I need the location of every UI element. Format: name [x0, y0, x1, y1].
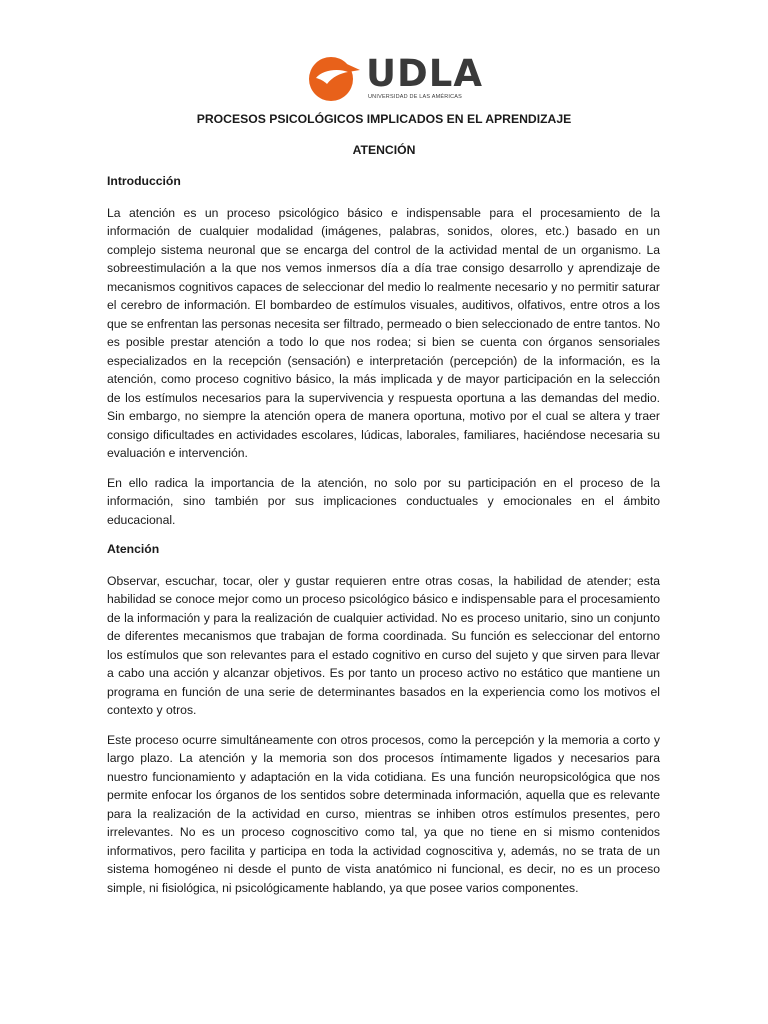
document-title: PROCESOS PSICOLÓGICOS IMPLICADOS EN EL APRENDIZAJE [196, 112, 572, 126]
paragraph: Observar, escuchar, tocar, oler y gustar requieren entre otras cosas, la habilidad de atender; esta habilidad se conoce mejor como un proceso psicológico básico e indispensable para el procesamiento de la información y para la realización de cualquier actividad. No es proceso unitario, sino un conjunto de diferentes mecanismos que trabajan de forma coordinada. Su función es seleccionar del entorno los estímulos que son relevantes para el estado cognitivo en curso del sujeto y que sirven para llevar a cabo una acción y alcanzar objetivos. Es por tanto un proceso activo no estático que mantiene un programa en función de una serie de determinantes basados en la experiencia como los motivos el contexto y otros. [107, 573, 660, 717]
paragraph: En ello radica la importancia de la atención, no solo por su participación en el proceso de la información, sino también por sus implicaciones conductuales y emocionales en el ámbito educacional. [107, 475, 660, 527]
paragraph: Este proceso ocurre simultáneamente con otros procesos, como la percepción y la memoria a corto y largo plazo. La atención y la memoria son dos procesos íntimamente ligados y necesarios para nuestro funcionamiento y adaptación en la vida cotidiana. Es una función neuropsicológica que nos permite enfocar los órganos de los sentidos sobre determinada información, aquella que es relevante para la realización de la actividad en curso, mientras se inhiben otros estímulos presentes, pero irrelevantes. No es un proceso cognoscitivo como tal, ya que no tiene en si mismo contenidos informativos, pero facilita y participa en toda la actividad cognoscitiva y, además, no se trata de un sistema homogéneo ni desde el punto de vista anatómico ni funcional, es decir, no es un proceso simple, ni fisiológica, ni psicológicamente hablando, ya que posee varios componentes. [107, 732, 660, 895]
document-subtitle: ATENCIÓN [352, 143, 416, 157]
paragraph: La atención es un proceso psicológico básico e indispensable para el procesamiento de la información de cualquier modalidad (imágenes, palabras, sonidos, olores, etc.) basado en un complejo sistema neuronal que se encarga del control de la actividad mental de un organismo. La sobreestimulación a la que nos vemos inmersos día a día trae consigo desarrollo y aprendizaje de mecanismos cognitivos capaces de seleccionar del medio lo realmente necesario y no permitir saturar el cerebro de información. El bombardeo de estímulos visuales, auditivos, olfativos, entre otros a los que se enfrentan las personas necesita ser filtrado, permeado o bien seleccionado de entre tantos. No es posible prestar atención a todo lo que nos rodea; si bien se cuenta con órganos sensoriales especializados en la recepción (sensación) e interpretación (percepción) de la información, es la atención, como proceso cognitivo básico, la más implicada y de mayor participación en la selección de los estímulos necesarios para la supervivencia y respuesta oportuna a las demandas del medio. Sin embargo, no siempre la atención opera de manera oportuna, motivo por el cual se altera y traer consigo dificultades en actividades escolares, lúdicas, laborales, familiares, haciéndose necesaria su evaluación e intervención. [107, 205, 660, 460]
section-heading-atencion: Atención [107, 542, 160, 556]
udla-logo [308, 52, 483, 104]
document-body [107, 172, 660, 908]
logo-subtitle: UNIVERSIDAD DE LAS AMÉRICAS [368, 94, 463, 100]
udla-logo-icon [308, 56, 362, 102]
section-heading-introduccion: Introducción [107, 174, 181, 188]
logo-text: UDLA [366, 52, 483, 95]
